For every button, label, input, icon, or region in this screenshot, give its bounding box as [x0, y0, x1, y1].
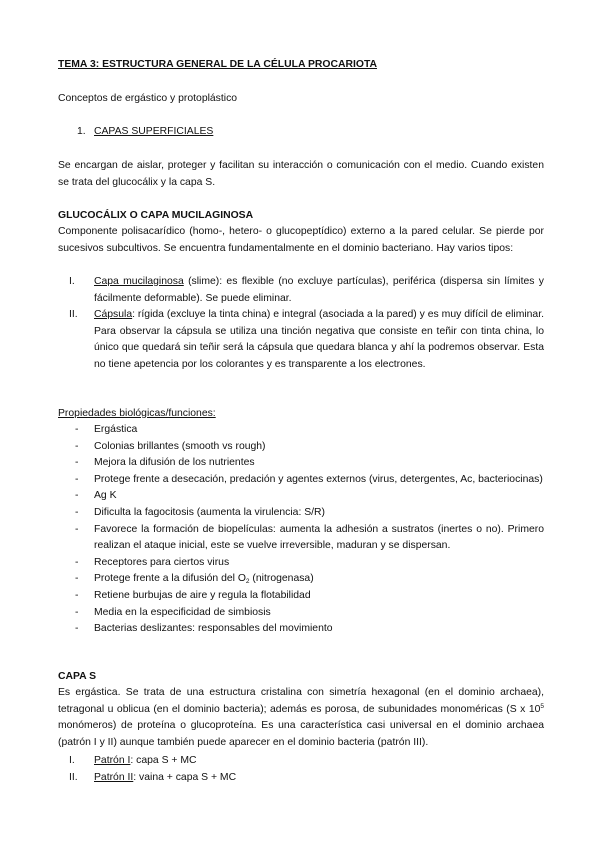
- list-item: [58, 274, 544, 307]
- bullet: -: [75, 424, 79, 435]
- bullet: -: [75, 490, 79, 502]
- glucocalix-intro: Componente polisacarídico (homo-, hetero- o glucopeptídico) externo a la pared celular. Se pierde por sucesivos subcultivos. Se encuentra fundamentalmente en el dominio bacteriano. Hay varios tipos:: [58, 226, 544, 254]
- section-1-heading: [58, 124, 544, 141]
- subscript: 2: [245, 578, 250, 586]
- pattern-term: Patrón II: [94, 771, 134, 783]
- page-title: TEMA 3: ESTRUCTURA GENERAL DE LA CÉLULA PROCARIOTA: [58, 59, 378, 70]
- list-item: - Protege frente a desecación, predación y agentes externos (virus, detergentes, Ac, bacteriocinas): [58, 472, 544, 489]
- list-item: [58, 770, 544, 787]
- capa-s-paragraph: Es ergástica. Se trata de una estructura cristalina con simetría hexagonal (en el dominio archaea), tetragonal u oblicua (en el dominio bacteria); además es porosa, de subunidades monoméricas (S x $10^5$ monómeros) de proteína o glucoproteína. Es una característica casi universal en el dominio archaea (patrón I y II) aunque también puede aparecer en el dominio bacteria (patrón III).: [58, 687, 544, 748]
- pattern-description: : capa S + MC: [130, 755, 197, 766]
- bullet: -: [75, 556, 79, 568]
- pattern-description: : vaina + capa S + MC: [133, 771, 237, 783]
- list-item: - Mejora la difusión de los nutrientes: [58, 455, 544, 472]
- bullet: -: [75, 440, 79, 452]
- list-marker: I.: [69, 755, 75, 766]
- bullet: -: [75, 523, 79, 535]
- list-item: [58, 753, 544, 770]
- type-description: : rígida (excluye la tinta china) e integral (asociada a la pared) y es muy difícil de eliminar. Para observar la cápsula se utiliza una tinción negativa que consiste en teñir con tinta china, lo único que quedará sin teñir será la cápsula que quedara blanca y ahí la podremos observar. Esta no tiene apetencia por los colorantes y es transparente a los electrones.: [94, 309, 544, 370]
- list-item: - Ergástica: [58, 422, 544, 439]
- list-item: [58, 307, 544, 373]
- bullet: -: [75, 457, 79, 469]
- properties-list: [58, 422, 544, 638]
- list-item: - Favorece la formación de biopelículas: aumenta la adhesión a sustratos (inertes o no). Primero realizan el ataque inicial, este se vuelve irreversible, maduran y se dispersan.: [75, 523, 544, 552]
- bullet: -: [75, 589, 79, 601]
- type-term: Capa mucilaginosa: [94, 276, 184, 287]
- list-item: - Receptores para ciertos virus: [58, 555, 544, 572]
- glucocalix-heading: GLUCOCÁLIX O CAPA MUCILAGINOSA: [58, 210, 254, 221]
- bullet: -: [75, 606, 79, 618]
- bullet: -: [75, 473, 79, 485]
- list-item: - Dificulta la fagocitosis (aumenta la virulencia: S/R): [58, 505, 544, 522]
- glucocalix-types-list: [58, 274, 544, 374]
- section-1-intro: Se encargan de aislar, proteger y facilitan su interacción o comunicación con el medio. Cuando existen se trata del glucocálix y la capa S.: [58, 160, 544, 188]
- type-term: Cápsula: [94, 309, 133, 321]
- section-1-title: CAPAS SUPERFICIALES: [94, 126, 214, 137]
- list-item: - Colonias brillantes (smooth vs rough): [58, 439, 544, 456]
- section-1-number: 1.: [77, 126, 86, 137]
- list-item: - Retiene burbujas de aire y regula la flotabilidad: [58, 588, 544, 605]
- list-item: - Ag K: [58, 488, 544, 505]
- list-marker: II.: [69, 771, 78, 783]
- list-item: - Protege frente a la difusión del $O_2$ (nitrogenasa): [58, 571, 544, 588]
- superscript: 5: [540, 702, 544, 710]
- bullet: -: [75, 573, 79, 585]
- capa-s-patterns-list: [58, 753, 544, 786]
- bullet: -: [75, 506, 79, 518]
- pattern-term: Patrón I: [94, 755, 131, 766]
- list-item: - Bacterias deslizantes: responsables del movimiento: [58, 621, 544, 638]
- capa-s-heading: CAPA S: [58, 671, 97, 682]
- type-description: (slime): es flexible (no excluye partículas), periférica (dispersa sin límites y fácilmente deformable). Se puede eliminar.: [94, 276, 544, 304]
- list-item: - Media en la especificidad de simbiosis: [58, 605, 544, 622]
- list-marker: II.: [69, 309, 78, 321]
- list-marker: I.: [69, 276, 75, 287]
- subtitle: Conceptos de ergástico y protoplástico: [58, 93, 238, 104]
- bullet: -: [75, 623, 79, 635]
- properties-heading: Propiedades biológicas/funciones:: [58, 408, 216, 419]
